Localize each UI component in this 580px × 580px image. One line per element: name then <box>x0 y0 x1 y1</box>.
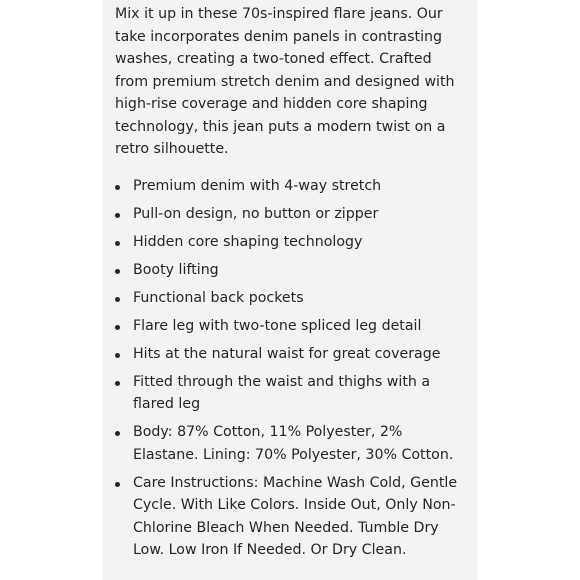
feature-list <box>115 175 465 562</box>
bullet-icon <box>115 185 120 190</box>
bullet-icon <box>115 213 120 218</box>
feature-text: Flare leg with two-tone spliced leg detail <box>133 317 422 334</box>
feature-text: Fitted through the waist and thighs with a flared leg <box>133 373 431 412</box>
feature-item <box>115 472 465 562</box>
bullet-icon <box>115 297 120 302</box>
feature-text: Premium denim with 4-way stretch <box>133 177 382 194</box>
feature-text: Hidden core shaping technology <box>133 233 363 250</box>
feature-item <box>115 371 465 416</box>
feature-item <box>115 287 465 310</box>
bullet-icon <box>115 241 120 246</box>
feature-text: Pull-on design, no button or zipper <box>133 205 379 222</box>
bullet-icon <box>115 381 120 386</box>
bullet-icon <box>115 353 120 358</box>
feature-item <box>115 343 465 366</box>
product-description: Mix it up in these 70s-inspired flare jeans. Our take incorporates denim panels in contrasting washes, creating a two-toned effect. Crafted from premium stretch denim and designed with high-rise coverage and hidden core shaping technology, this jean puts a modern twist on a retro silhouette. <box>115 6 455 157</box>
bullet-icon <box>115 325 120 330</box>
bullet-icon <box>115 482 120 487</box>
feature-item <box>115 231 465 254</box>
feature-text: Hits at the natural waist for great coverage <box>133 345 441 362</box>
feature-text: Care Instructions: Machine Wash Cold, Gentle Cycle. With Like Colors. Inside Out, Only Non-Chlorine Bleach When Needed. Tumble Dry Low. Low Iron If Needed. Or Dry Clean. <box>133 474 458 558</box>
feature-item <box>115 259 465 282</box>
product-details-panel <box>103 0 477 580</box>
bullet-icon <box>115 431 120 436</box>
feature-item <box>115 203 465 226</box>
feature-text: Booty lifting <box>133 261 219 278</box>
bullet-icon <box>115 269 120 274</box>
feature-item <box>115 421 465 466</box>
feature-item <box>115 315 465 338</box>
feature-text: Functional back pockets <box>133 289 304 306</box>
feature-text: Body: 87% Cotton, 11% Polyester, 2% Elastane. Lining: 70% Polyester, 30% Cotton. <box>133 424 454 463</box>
feature-item <box>115 175 465 198</box>
